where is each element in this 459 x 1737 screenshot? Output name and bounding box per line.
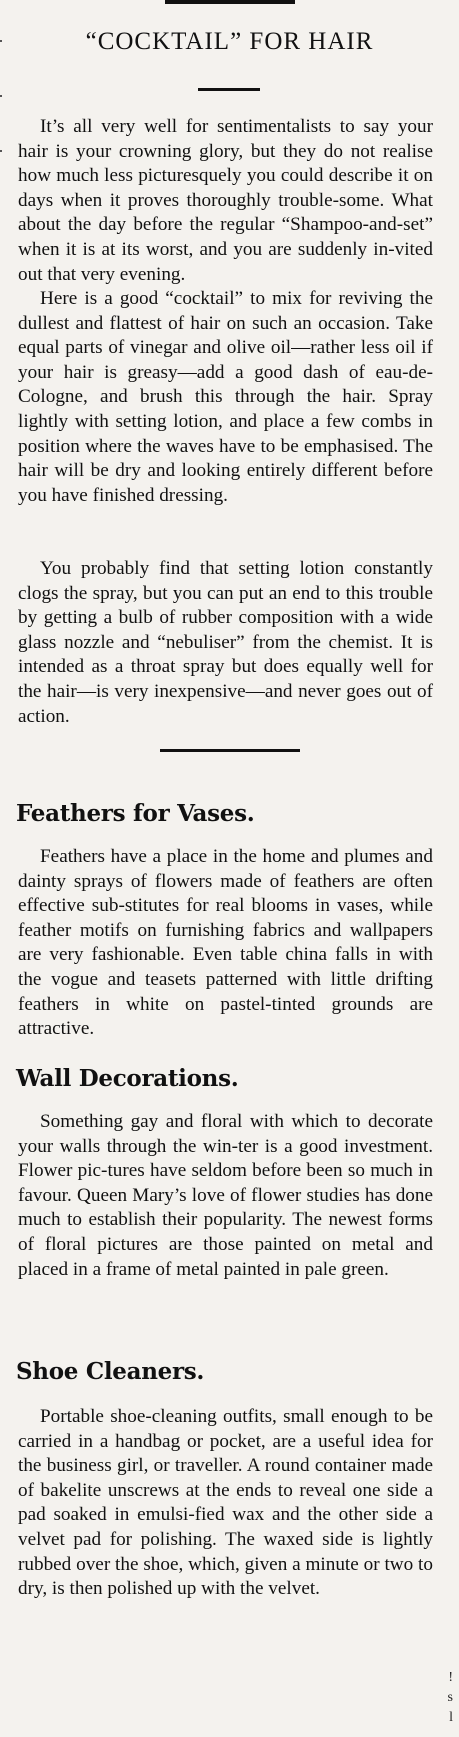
article-paragraph: It’s all very well for sentimentalists to say your hair is your crowning glory, but they do not realise how much less picturesquely you could describe it on days when it proves thoroughly trouble-some. What about the day before the regular “Shampoo-and-set” when it is at its worst, and you are suddenly in-vited out that very evening. [18, 116, 433, 285]
section-body: Feathers have a place in the home and plumes and dainty sprays of flowers made of feathers are often effective sub-stitutes for real blooms in vases, while feather motifs on furnishing fabrics and wallpapers are very fashionable. Even table china falls in with the vogue and teasets patterned with little drifting feathers in white on pastel-tinted grounds are attractive. [18, 846, 433, 1040]
section-heading: Feathers for Vases. [16, 800, 255, 827]
section-body: Something gay and floral with which to decorate your walls through the win-ter is a good investment. Flower pic-tures have seldom before been so much in favour. Queen Mary’s love of flower studies has done much to establish their popularity. The newest forms of floral pictures are those painted on metal and placed in a frame of metal painted in pale green. [18, 1111, 433, 1280]
section-heading: Shoe Cleaners. [16, 1358, 205, 1385]
section-heading: Wall Decorations. [16, 1065, 239, 1092]
article-title: “COCKTAIL” FOR HAIR [85, 28, 374, 55]
edge-speck [0, 95, 2, 97]
edge-mark: l [449, 1710, 453, 1725]
edge-mark: s [447, 1690, 453, 1705]
article-paragraph: You probably find that setting lotion constantly clogs the spray, but you can put an end to this trouble by getting a bulb of rubber composition with a wide glass nozzle and “nebuliser” from the chemist. It is intended as a throat spray but does equally well for the hair—is very inexpensive—and never goes out of action. [18, 558, 433, 727]
section-rule [160, 749, 300, 752]
edge-mark: ! [448, 1670, 453, 1685]
article-paragraph: Here is a good “cocktail” to mix for reviving the dullest and flattest of hair on such an occasion. Take equal parts of vinegar and olive oil—rather less oil if your hair is greasy—add a good dash of eau-de-Cologne, and brush this through the hair. Spray lightly with setting lotion, and place a few combs in position where the waves have to be emphasised. The hair will be dry and looking entirely different before you have finished dressing. [18, 288, 433, 506]
section-body: Portable shoe-cleaning outfits, small enough to be carried in a handbag or pocket, are a useful idea for the business girl, or traveller. A round container made of bakelite unscrews at the ends to reveal one side a pad soaked in emulsi-fied wax and the other side a velvet pad for polishing. The waxed side is lightly rubbed over the shoe, which, given a minute or two to dry, is then polished up with the velvet. [18, 1406, 433, 1600]
edge-speck [0, 150, 2, 152]
title-rule [198, 88, 260, 91]
top-rule [165, 0, 295, 4]
